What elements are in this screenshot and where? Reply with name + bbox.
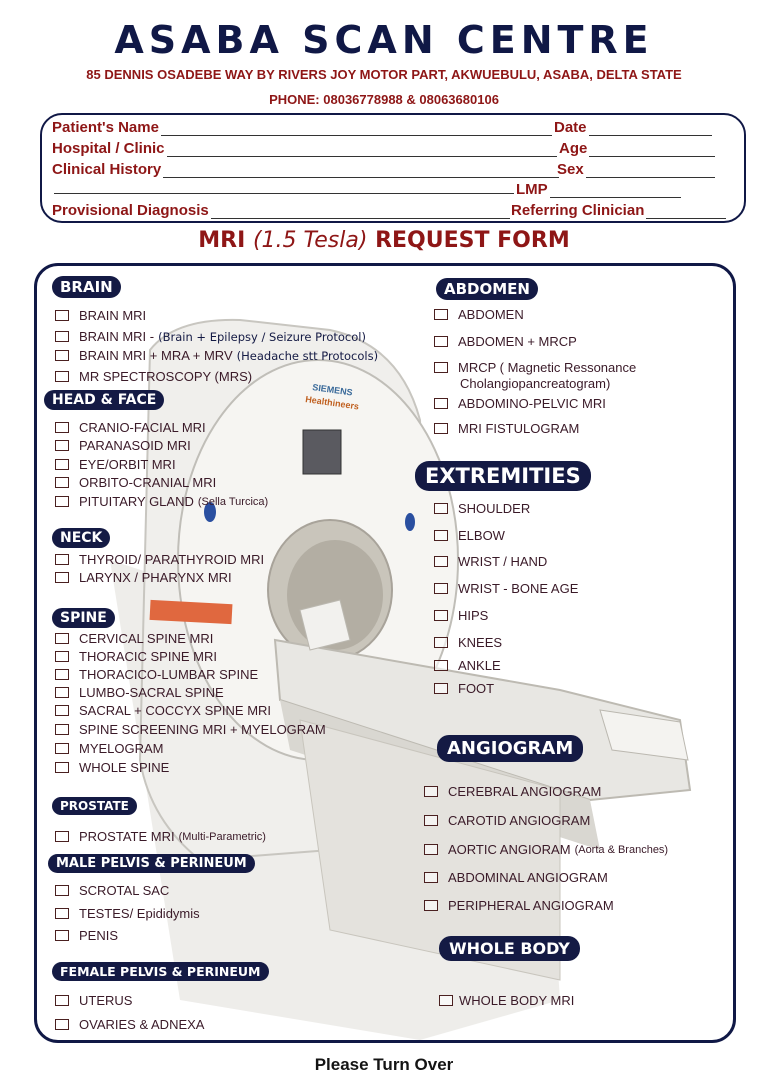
- please-turn-over: Please Turn Over: [314, 1055, 454, 1074]
- checkbox[interactable]: [434, 309, 448, 320]
- penis-option[interactable]: PENIS: [55, 928, 118, 943]
- uterus-option[interactable]: UTERUS: [55, 993, 132, 1008]
- male-pelvis-heading: MALE PELVIS & PERINEUM: [48, 854, 255, 873]
- checkbox[interactable]: [434, 530, 448, 541]
- checkbox[interactable]: [55, 440, 69, 451]
- wrist-hand-option[interactable]: WRIST / HAND: [434, 554, 547, 569]
- peripheral-angiogram-option[interactable]: PERIPHERAL ANGIOGRAM: [424, 898, 614, 913]
- checkbox[interactable]: [55, 743, 69, 754]
- cervical-spine-option[interactable]: CERVICAL SPINE MRI: [55, 631, 213, 646]
- elbow-option[interactable]: ELBOW: [434, 528, 505, 543]
- checkbox[interactable]: [55, 995, 69, 1006]
- larynx-pharynx-option[interactable]: LARYNX / PHARYNX MRI: [55, 570, 232, 585]
- foot-option[interactable]: FOOT: [434, 681, 494, 696]
- checkbox[interactable]: [55, 705, 69, 716]
- spine-heading: SPINE: [52, 608, 115, 628]
- hips-option[interactable]: HIPS: [434, 608, 488, 623]
- scanner-brand-line1: SIEMENS: [311, 382, 354, 398]
- provisional-diagnosis-field[interactable]: Provisional Diagnosis: [52, 202, 510, 219]
- mrcp-option[interactable]: MRCP ( Magnetic Ressonance: [434, 360, 636, 375]
- checkbox[interactable]: [55, 331, 69, 342]
- checkbox[interactable]: [434, 336, 448, 347]
- thoracic-spine-option[interactable]: THORACIC SPINE MRI: [55, 649, 217, 664]
- checkbox[interactable]: [55, 930, 69, 941]
- checkbox[interactable]: [434, 503, 448, 514]
- whole-body-heading: WHOLE BODY: [439, 936, 580, 961]
- spine-screening-option[interactable]: SPINE SCREENING MRI + MYELOGRAM: [55, 722, 326, 737]
- wrist-bone-age-option[interactable]: WRIST - BONE AGE: [434, 581, 578, 596]
- brain-heading: BRAIN: [52, 276, 121, 298]
- extremities-heading: EXTREMITIES: [415, 461, 591, 491]
- neck-heading: NECK: [52, 528, 110, 548]
- checkbox[interactable]: [55, 762, 69, 773]
- sex-field[interactable]: Sex: [557, 161, 715, 178]
- checkbox[interactable]: [55, 496, 69, 507]
- brain-mri-option[interactable]: BRAIN MRI: [55, 308, 146, 323]
- checkbox[interactable]: [55, 459, 69, 470]
- checkbox[interactable]: [55, 908, 69, 919]
- orbito-cranial-option[interactable]: ORBITO-CRANIAL MRI: [55, 475, 216, 490]
- checkbox[interactable]: [55, 422, 69, 433]
- abdominal-angiogram-option[interactable]: ABDOMINAL ANGIOGRAM: [424, 870, 608, 885]
- aortic-angiogram-option[interactable]: AORTIC ANGIORAM (Aorta & Branches): [424, 842, 668, 857]
- scrotal-sac-option[interactable]: SCROTAL SAC: [55, 883, 169, 898]
- brain-mri-epilepsy-option[interactable]: BRAIN MRI - (Brain + Epilepsy / Seizure Protocol): [55, 329, 366, 344]
- checkbox[interactable]: [55, 1019, 69, 1030]
- shoulder-option[interactable]: SHOULDER: [434, 501, 530, 516]
- referring-clinician-field[interactable]: Referring Clinician: [511, 202, 726, 219]
- scanner-brand-line2: Healthineers: [304, 394, 360, 412]
- checkbox[interactable]: [55, 572, 69, 583]
- cerebral-angiogram-option[interactable]: CEREBRAL ANGIOGRAM: [424, 784, 601, 799]
- pituitary-gland-option[interactable]: PITUITARY GLAND (Sella Turcica): [55, 494, 268, 509]
- checkbox[interactable]: [434, 556, 448, 567]
- prostate-mri-option[interactable]: PROSTATE MRI (Multi-Parametric): [55, 829, 266, 844]
- patient-name-field[interactable]: Patient's Name: [52, 119, 552, 136]
- checkbox[interactable]: [55, 724, 69, 735]
- checkbox[interactable]: [439, 995, 453, 1006]
- sacral-coccyx-option[interactable]: SACRAL + COCCYX SPINE MRI: [55, 703, 271, 718]
- abdomino-pelvic-option[interactable]: ABDOMINO-PELVIC MRI: [434, 396, 606, 411]
- checkbox[interactable]: [55, 669, 69, 680]
- whole-body-mri-option[interactable]: WHOLE BODY MRI: [439, 993, 574, 1008]
- mri-fistulogram-option[interactable]: MRI FISTULOGRAM: [434, 421, 579, 436]
- centre-title: ASABA SCAN CENTRE: [114, 18, 654, 62]
- checkbox[interactable]: [55, 350, 69, 361]
- checkbox[interactable]: [55, 310, 69, 321]
- checkbox[interactable]: [424, 844, 438, 855]
- abdomen-mrcp-option[interactable]: ABDOMEN + MRCP: [434, 334, 577, 349]
- knees-option[interactable]: KNEES: [434, 635, 502, 650]
- thyroid-option[interactable]: THYROID/ PARATHYROID MRI: [55, 552, 264, 567]
- checkbox[interactable]: [55, 651, 69, 662]
- checkbox[interactable]: [434, 683, 448, 694]
- lmp-field[interactable]: LMP: [516, 181, 681, 198]
- ankle-option[interactable]: ANKLE: [434, 658, 501, 673]
- age-field[interactable]: Age: [559, 140, 715, 157]
- checkbox[interactable]: [434, 423, 448, 434]
- testes-option[interactable]: TESTES/ Epididymis: [55, 906, 200, 921]
- checkbox[interactable]: [55, 885, 69, 896]
- checkbox[interactable]: [55, 831, 69, 842]
- mrcp-option-line2: Cholangiopancreatogram): [460, 376, 611, 391]
- thoracico-lumbar-option[interactable]: THORACICO-LUMBAR SPINE: [55, 667, 258, 682]
- date-field[interactable]: Date: [554, 119, 712, 136]
- centre-phone: PHONE: 08036778988 & 08063680106: [269, 92, 499, 107]
- ovaries-adnexa-option[interactable]: OVARIES & ADNEXA: [55, 1017, 204, 1032]
- checkbox[interactable]: [424, 900, 438, 911]
- centre-address: 85 DENNIS OSADEBE WAY BY RIVERS JOY MOTOR PART, AKWUEBULU, ASABA, DELTA STATE: [86, 67, 682, 82]
- female-pelvis-heading: FEMALE PELVIS & PERINEUM: [52, 962, 269, 981]
- myelogram-option[interactable]: MYELOGRAM: [55, 741, 164, 756]
- checkbox[interactable]: [55, 371, 69, 382]
- paranasoid-option[interactable]: PARANASOID MRI: [55, 438, 191, 453]
- checkbox[interactable]: [434, 362, 448, 373]
- head-face-heading: HEAD & FACE: [44, 390, 164, 410]
- checkbox[interactable]: [55, 633, 69, 644]
- carotid-angiogram-option[interactable]: CAROTID ANGIOGRAM: [424, 813, 590, 828]
- checkbox[interactable]: [424, 872, 438, 883]
- checkbox[interactable]: [434, 398, 448, 409]
- checkbox[interactable]: [55, 554, 69, 565]
- hospital-clinic-field[interactable]: Hospital / Clinic: [52, 140, 557, 157]
- checkbox[interactable]: [434, 583, 448, 594]
- checkbox[interactable]: [434, 610, 448, 621]
- brain-mra-mrv-option[interactable]: BRAIN MRI + MRA + MRV (Headache stt Protocols): [55, 348, 378, 363]
- eye-orbit-option[interactable]: EYE/ORBIT MRI: [55, 457, 176, 472]
- lumbo-sacral-option[interactable]: LUMBO-SACRAL SPINE: [55, 685, 224, 700]
- checkbox[interactable]: [434, 660, 448, 671]
- checkbox[interactable]: [424, 786, 438, 797]
- checkbox[interactable]: [434, 637, 448, 648]
- form-title: MRI (1.5 Tesla) REQUEST FORM: [198, 228, 570, 253]
- abdomen-heading: ABDOMEN: [436, 278, 538, 300]
- checkbox[interactable]: [55, 687, 69, 698]
- checkbox[interactable]: [424, 815, 438, 826]
- cranio-facial-option[interactable]: CRANIO-FACIAL MRI: [55, 420, 206, 435]
- clinical-history-field[interactable]: Clinical History: [52, 161, 559, 178]
- abdomen-option[interactable]: ABDOMEN: [434, 307, 524, 322]
- angiogram-heading: ANGIOGRAM: [437, 735, 583, 762]
- prostate-heading: PROSTATE: [52, 797, 137, 815]
- checkbox[interactable]: [55, 477, 69, 488]
- whole-spine-option[interactable]: WHOLE SPINE: [55, 760, 169, 775]
- mr-spectroscopy-option[interactable]: MR SPECTROSCOPY (MRS): [55, 369, 252, 384]
